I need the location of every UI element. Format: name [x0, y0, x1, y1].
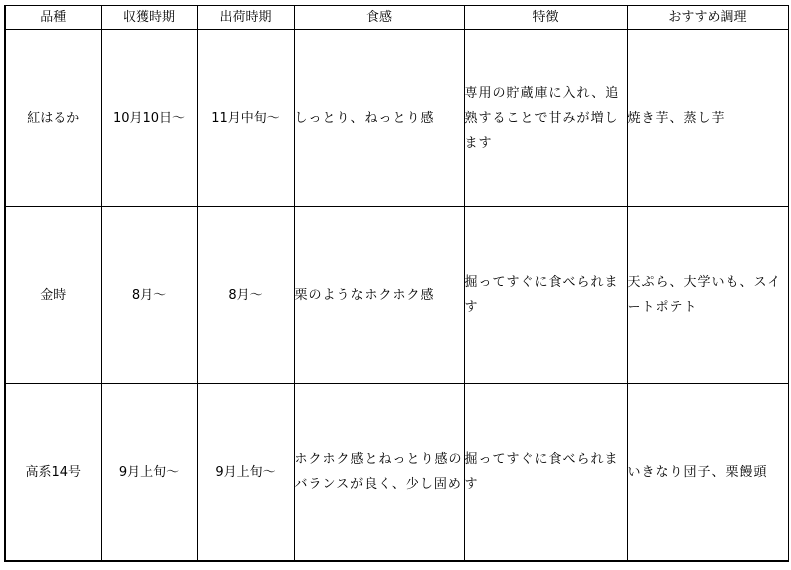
- table-row: [5, 207, 788, 384]
- cell-variety[interactable]: 紅はるか: [5, 30, 101, 207]
- header-cell-cooking[interactable]: おすすめ調理: [627, 6, 788, 30]
- cell-harvest[interactable]: 10月10日～: [101, 30, 197, 207]
- table-row: [5, 30, 788, 207]
- cell-texture[interactable]: しっとり、ねっとり感: [294, 30, 464, 207]
- cell-shipping[interactable]: 9月上旬～: [197, 384, 294, 562]
- header-cell-feature[interactable]: 特徴: [464, 6, 627, 30]
- cell-variety[interactable]: 高系14号: [5, 384, 101, 562]
- cell-feature[interactable]: 掘ってすぐに食べられます: [464, 207, 627, 384]
- table-row: [5, 384, 788, 562]
- cell-variety[interactable]: 金時: [5, 207, 101, 384]
- cell-shipping[interactable]: 11月中旬～: [197, 30, 294, 207]
- cell-cooking[interactable]: いきなり団子、栗饅頭: [627, 384, 788, 562]
- cell-feature[interactable]: 掘ってすぐに食べられます: [464, 384, 627, 562]
- cell-shipping[interactable]: 8月～: [197, 207, 294, 384]
- header-cell-texture[interactable]: 食感: [294, 6, 464, 30]
- cell-feature[interactable]: 専用の貯蔵庫に入れ、追熟することで甘みが増します: [464, 30, 627, 207]
- header-cell-harvest[interactable]: 収獲時期: [101, 6, 197, 30]
- cell-cooking[interactable]: 天ぷら、大学いも、スイートポテト: [627, 207, 788, 384]
- sweet-potato-variety-table: [4, 5, 789, 562]
- header-row: [5, 6, 788, 30]
- header-cell-shipping[interactable]: 出荷時期: [197, 6, 294, 30]
- cell-texture[interactable]: ホクホク感とねっとり感のバランスが良く、少し固め: [294, 384, 464, 562]
- cell-harvest[interactable]: 9月上旬～: [101, 384, 197, 562]
- header-cell-variety[interactable]: 品種: [5, 6, 101, 30]
- cell-texture[interactable]: 栗のようなホクホク感: [294, 207, 464, 384]
- cell-cooking[interactable]: 焼き芋、蒸し芋: [627, 30, 788, 207]
- cell-harvest[interactable]: 8月～: [101, 207, 197, 384]
